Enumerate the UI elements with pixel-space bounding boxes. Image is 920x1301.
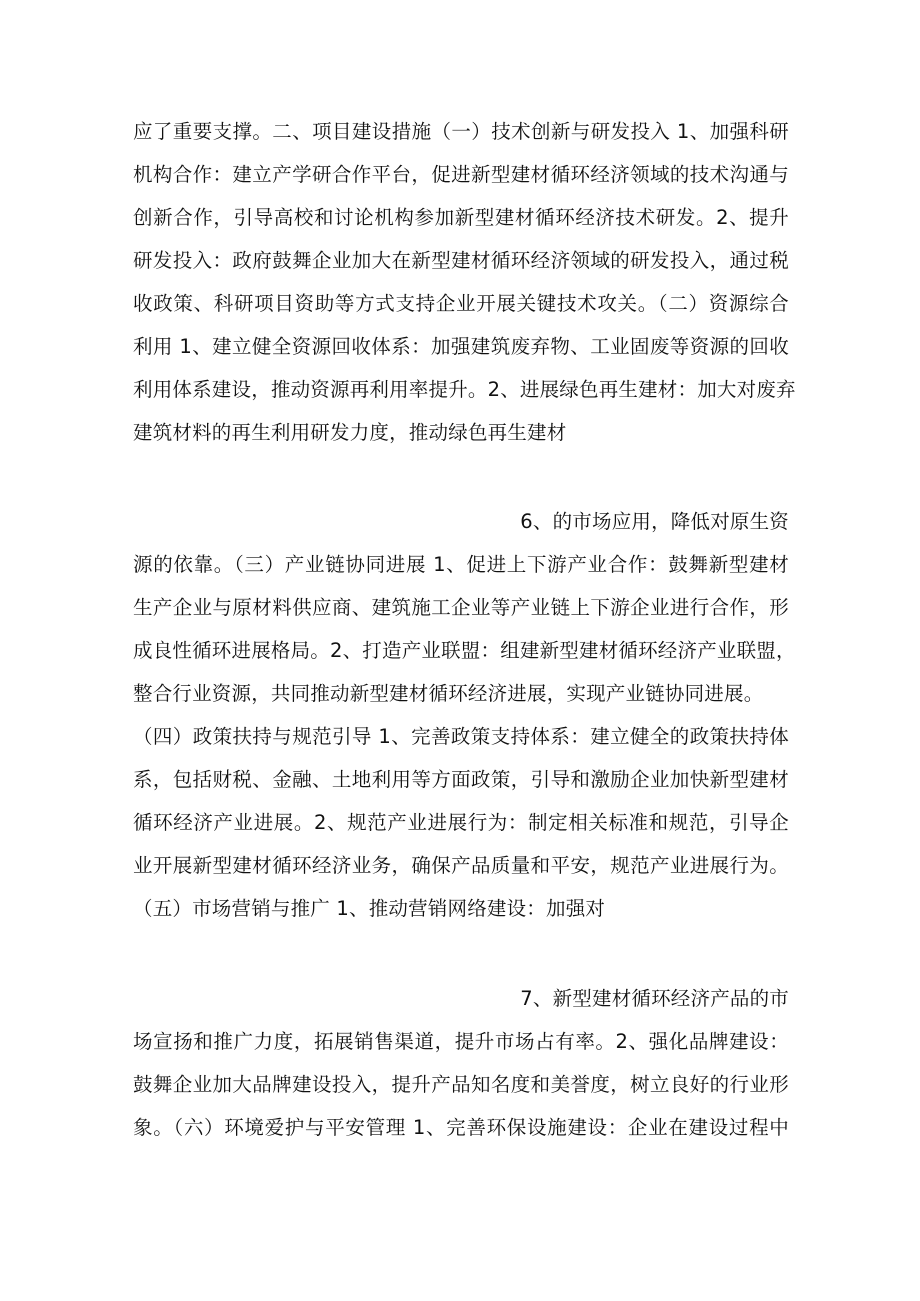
text-line: （四）政策扶持与规范引导 1、完善政策支持体系：建立健全的政策扶持体 xyxy=(133,725,789,748)
text-line: 7、新型建材循环经济产品的市 xyxy=(520,987,789,1010)
text-line: 建筑材料的再生利用研发力度，推动绿色再生建材 xyxy=(133,421,567,444)
text-line: 利用 1、建立健全资源回收体系：加强建筑废弃物、工业固废等资源的回收 xyxy=(133,335,789,358)
text-line: 6、的市场应用，降低对原生资 xyxy=(520,510,789,533)
text-line: 研发投入：政府鼓舞企业加大在新型建材循环经济领域的研发投入，通过税 xyxy=(133,249,789,272)
text-line: 生产企业与原材料供应商、建筑施工企业等产业链上下游企业进行合作，形 xyxy=(133,596,789,619)
text-line: 收政策、科研项目资助等方式支持企业开展关键技术攻关。（二）资源综合 xyxy=(133,292,789,315)
text-line: 成良性循环进展格局。2、打造产业联盟：组建新型建材循环经济产业联盟， xyxy=(133,639,796,662)
text-line: 机构合作：建立产学研合作平台，促进新型建材循环经济领域的技术沟通与 xyxy=(133,163,789,186)
text-line: 场宣扬和推广力度，拓展销售渠道，提升市场占有率。2、强化品牌建设： xyxy=(133,1030,789,1053)
text-line: 应了重要支撑。二、项目建设措施（一）技术创新与研发投入 1、加强科研 xyxy=(133,120,789,143)
text-line: 创新合作，引导高校和讨论机构参加新型建材循环经济技术研发。2、提升 xyxy=(133,206,789,229)
text-line: 象。（六）环境爱护与平安管理 1、完善环保设施建设：企业在建设过程中 xyxy=(133,1116,789,1139)
text-line: 鼓舞企业加大品牌建设投入，提升产品知名度和美誉度，树立良好的行业形 xyxy=(133,1073,789,1096)
text-line: （五）市场营销与推广 1、推动营销网络建设：加强对 xyxy=(133,897,606,920)
text-line: 循环经济产业进展。2、规范产业进展行为：制定相关标准和规范，引导企 xyxy=(133,811,789,834)
text-line: 整合行业资源，共同推动新型建材循环经济进展，实现产业链协同进展。 xyxy=(133,682,764,705)
text-line: 源的依靠。（三）产业链协同进展 1、促进上下游产业合作：鼓舞新型建材 xyxy=(133,553,789,576)
text-line: 系，包括财税、金融、土地利用等方面政策，引导和激励企业加快新型建材 xyxy=(133,768,789,791)
text-line: 利用体系建设，推动资源再利用率提升。2、进展绿色再生建材：加大对废弃 xyxy=(133,378,796,401)
text-line: 业开展新型建材循环经济业务，确保产品质量和平安，规范产业进展行为。 xyxy=(133,854,789,877)
